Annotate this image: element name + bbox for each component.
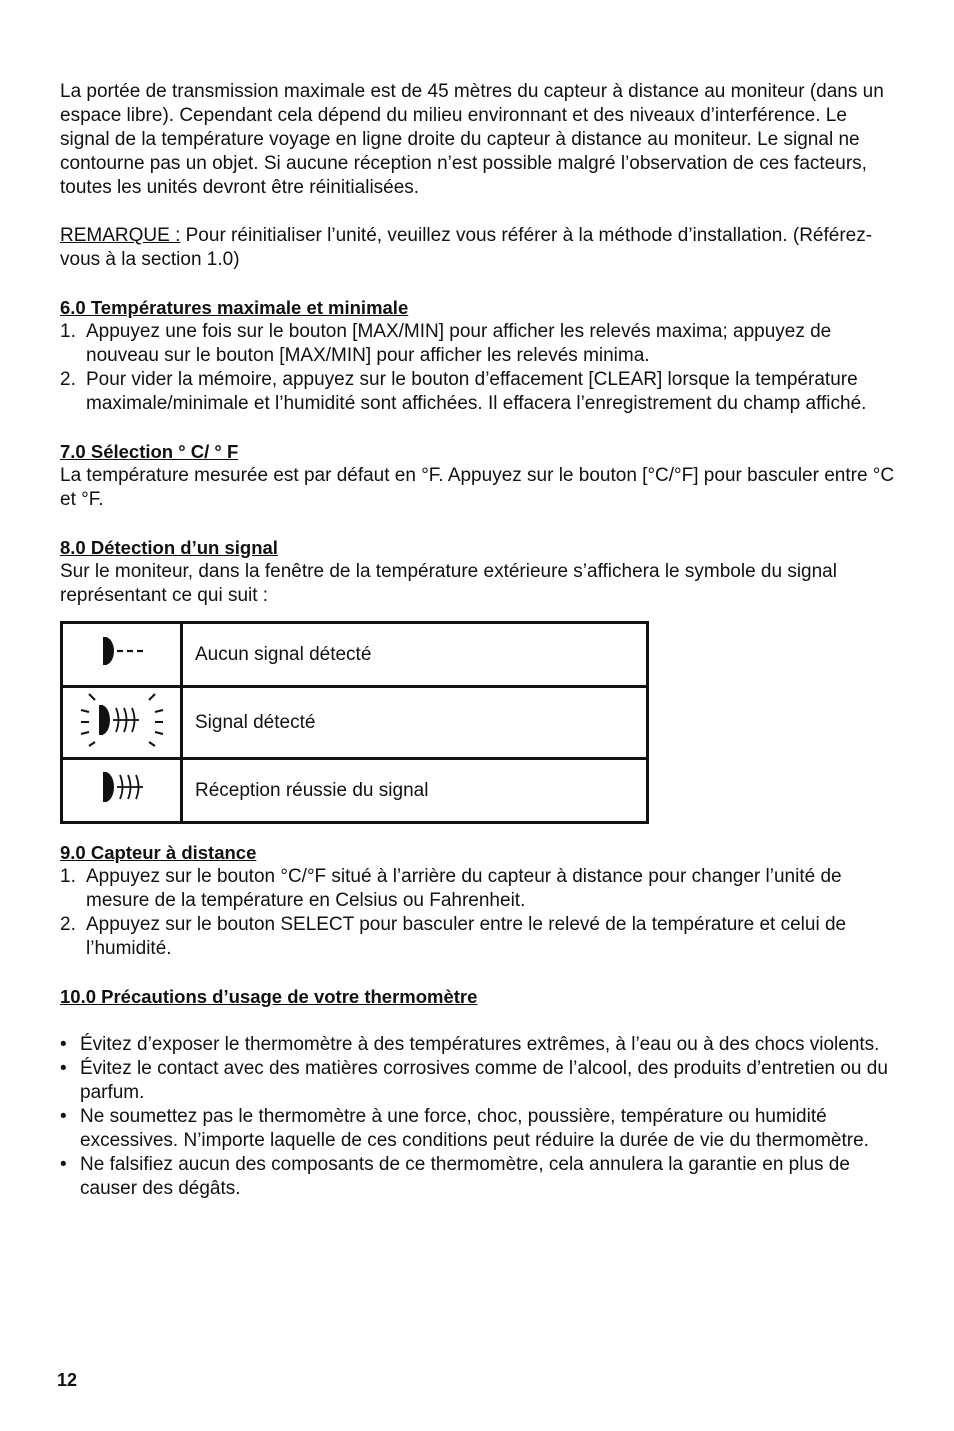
- row-label: Réception réussie du signal: [182, 759, 648, 823]
- list-number: 1.: [60, 866, 76, 887]
- signal-detected-icon: [77, 688, 167, 750]
- list-number: 1.: [60, 321, 76, 342]
- bullet-mark: •: [60, 1106, 67, 1127]
- row-label: Aucun signal détecté: [182, 623, 648, 687]
- bullet-mark: •: [60, 1058, 67, 1079]
- section-8-heading: 8.0 Détection d’un signal: [60, 537, 278, 558]
- icon-cell: [62, 623, 182, 687]
- icon-cell: [62, 759, 182, 823]
- section-6-heading: 6.0 Températures maximale et minimale: [60, 297, 409, 318]
- row-label: Signal détecté: [182, 687, 648, 759]
- table-row: [62, 623, 648, 687]
- list-text: Appuyez sur le bouton °C/°F situé à l’arrière du capteur à distance pour changer l’unité de mesure de la température en Celsius ou Fahrenheit.: [86, 866, 842, 911]
- list-text: Appuyez sur le bouton SELECT pour basculer entre le relevé de la température et celui de l’humidité.: [86, 914, 847, 959]
- bullet-mark: •: [60, 1154, 67, 1175]
- list-number: 2.: [60, 914, 76, 935]
- remark-paragraph: [60, 224, 895, 272]
- page-number: 12: [57, 1370, 78, 1390]
- list-item: [60, 368, 895, 416]
- section-9-heading: 9.0 Capteur à distance: [60, 842, 257, 863]
- list-text: Pour vider la mémoire, appuyez sur le bouton d’effacement [CLEAR] lorsque la température maximale/minimale et l’humidité sont affichées. Il effacera l’enregistrement du champ affiché.: [86, 369, 867, 414]
- manual-page: [60, 80, 895, 1201]
- signal-table: [60, 621, 649, 824]
- section-7-heading: 7.0 Sélection ° C/ ° F: [60, 441, 239, 462]
- list-item: [60, 865, 895, 913]
- list-text: Évitez d’exposer le thermomètre à des températures extrêmes, à l’eau ou à des chocs violents.: [80, 1034, 880, 1055]
- list-text: Ne falsifiez aucun des composants de ce thermomètre, cela annulera la garantie en plus de causer des dégâts.: [80, 1154, 850, 1199]
- list-item: [60, 1057, 895, 1105]
- section-10-heading: 10.0 Précautions d’usage de votre thermomètre: [60, 986, 478, 1007]
- list-item: [60, 913, 895, 961]
- list-text: Appuyez une fois sur le bouton [MAX/MIN] pour afficher les relevés maxima; appuyez de nouveau sur le bouton [MAX/MIN] pour afficher les relevés minima.: [86, 321, 832, 366]
- icon-cell: [62, 687, 182, 759]
- section-7-text: La température mesurée est par défaut en °F. Appuyez sur le bouton [°C/°F] pour basculer entre °C et °F.: [60, 465, 895, 510]
- intro-paragraph: La portée de transmission maximale est de 45 mètres du capteur à distance au moniteur (dans un espace libre). Cependant cela dépend du milieu environnant et des niveaux d’interférence. Le signal de la température voyage en ligne droite du capteur à distance au moniteur. Le signal ne contourne pas un objet. Si aucune réception n’est possible malgré l’observation de ces facteurs, toutes les unités devront être réinitialisées.: [60, 81, 884, 198]
- table-row: [62, 759, 648, 823]
- remark-text: Pour réinitialiser l’unité, veuillez vous référer à la méthode d’installation. (Référez-vous à la section 1.0): [60, 225, 873, 270]
- list-text: Ne soumettez pas le thermomètre à une force, choc, poussière, température ou humidité excessives. N’importe laquelle de ces conditions peut réduire la durée de vie du thermomètre.: [80, 1106, 869, 1151]
- list-item: [60, 1105, 895, 1153]
- no-signal-icon: [92, 631, 152, 671]
- bullet-mark: •: [60, 1034, 67, 1055]
- remark-label: REMARQUE :: [60, 225, 181, 246]
- signal-received-icon: [92, 767, 152, 807]
- table-row: [62, 687, 648, 759]
- list-number: 2.: [60, 369, 76, 390]
- section-8-text: Sur le moniteur, dans la fenêtre de la température extérieure s’affichera le symbole du signal représentant ce qui suit :: [60, 561, 837, 606]
- list-item: [60, 320, 895, 368]
- list-item: [60, 1153, 895, 1201]
- list-item: [60, 1033, 895, 1057]
- list-text: Évitez le contact avec des matières corrosives comme de l’alcool, des produits d’entretien ou du parfum.: [80, 1058, 888, 1103]
